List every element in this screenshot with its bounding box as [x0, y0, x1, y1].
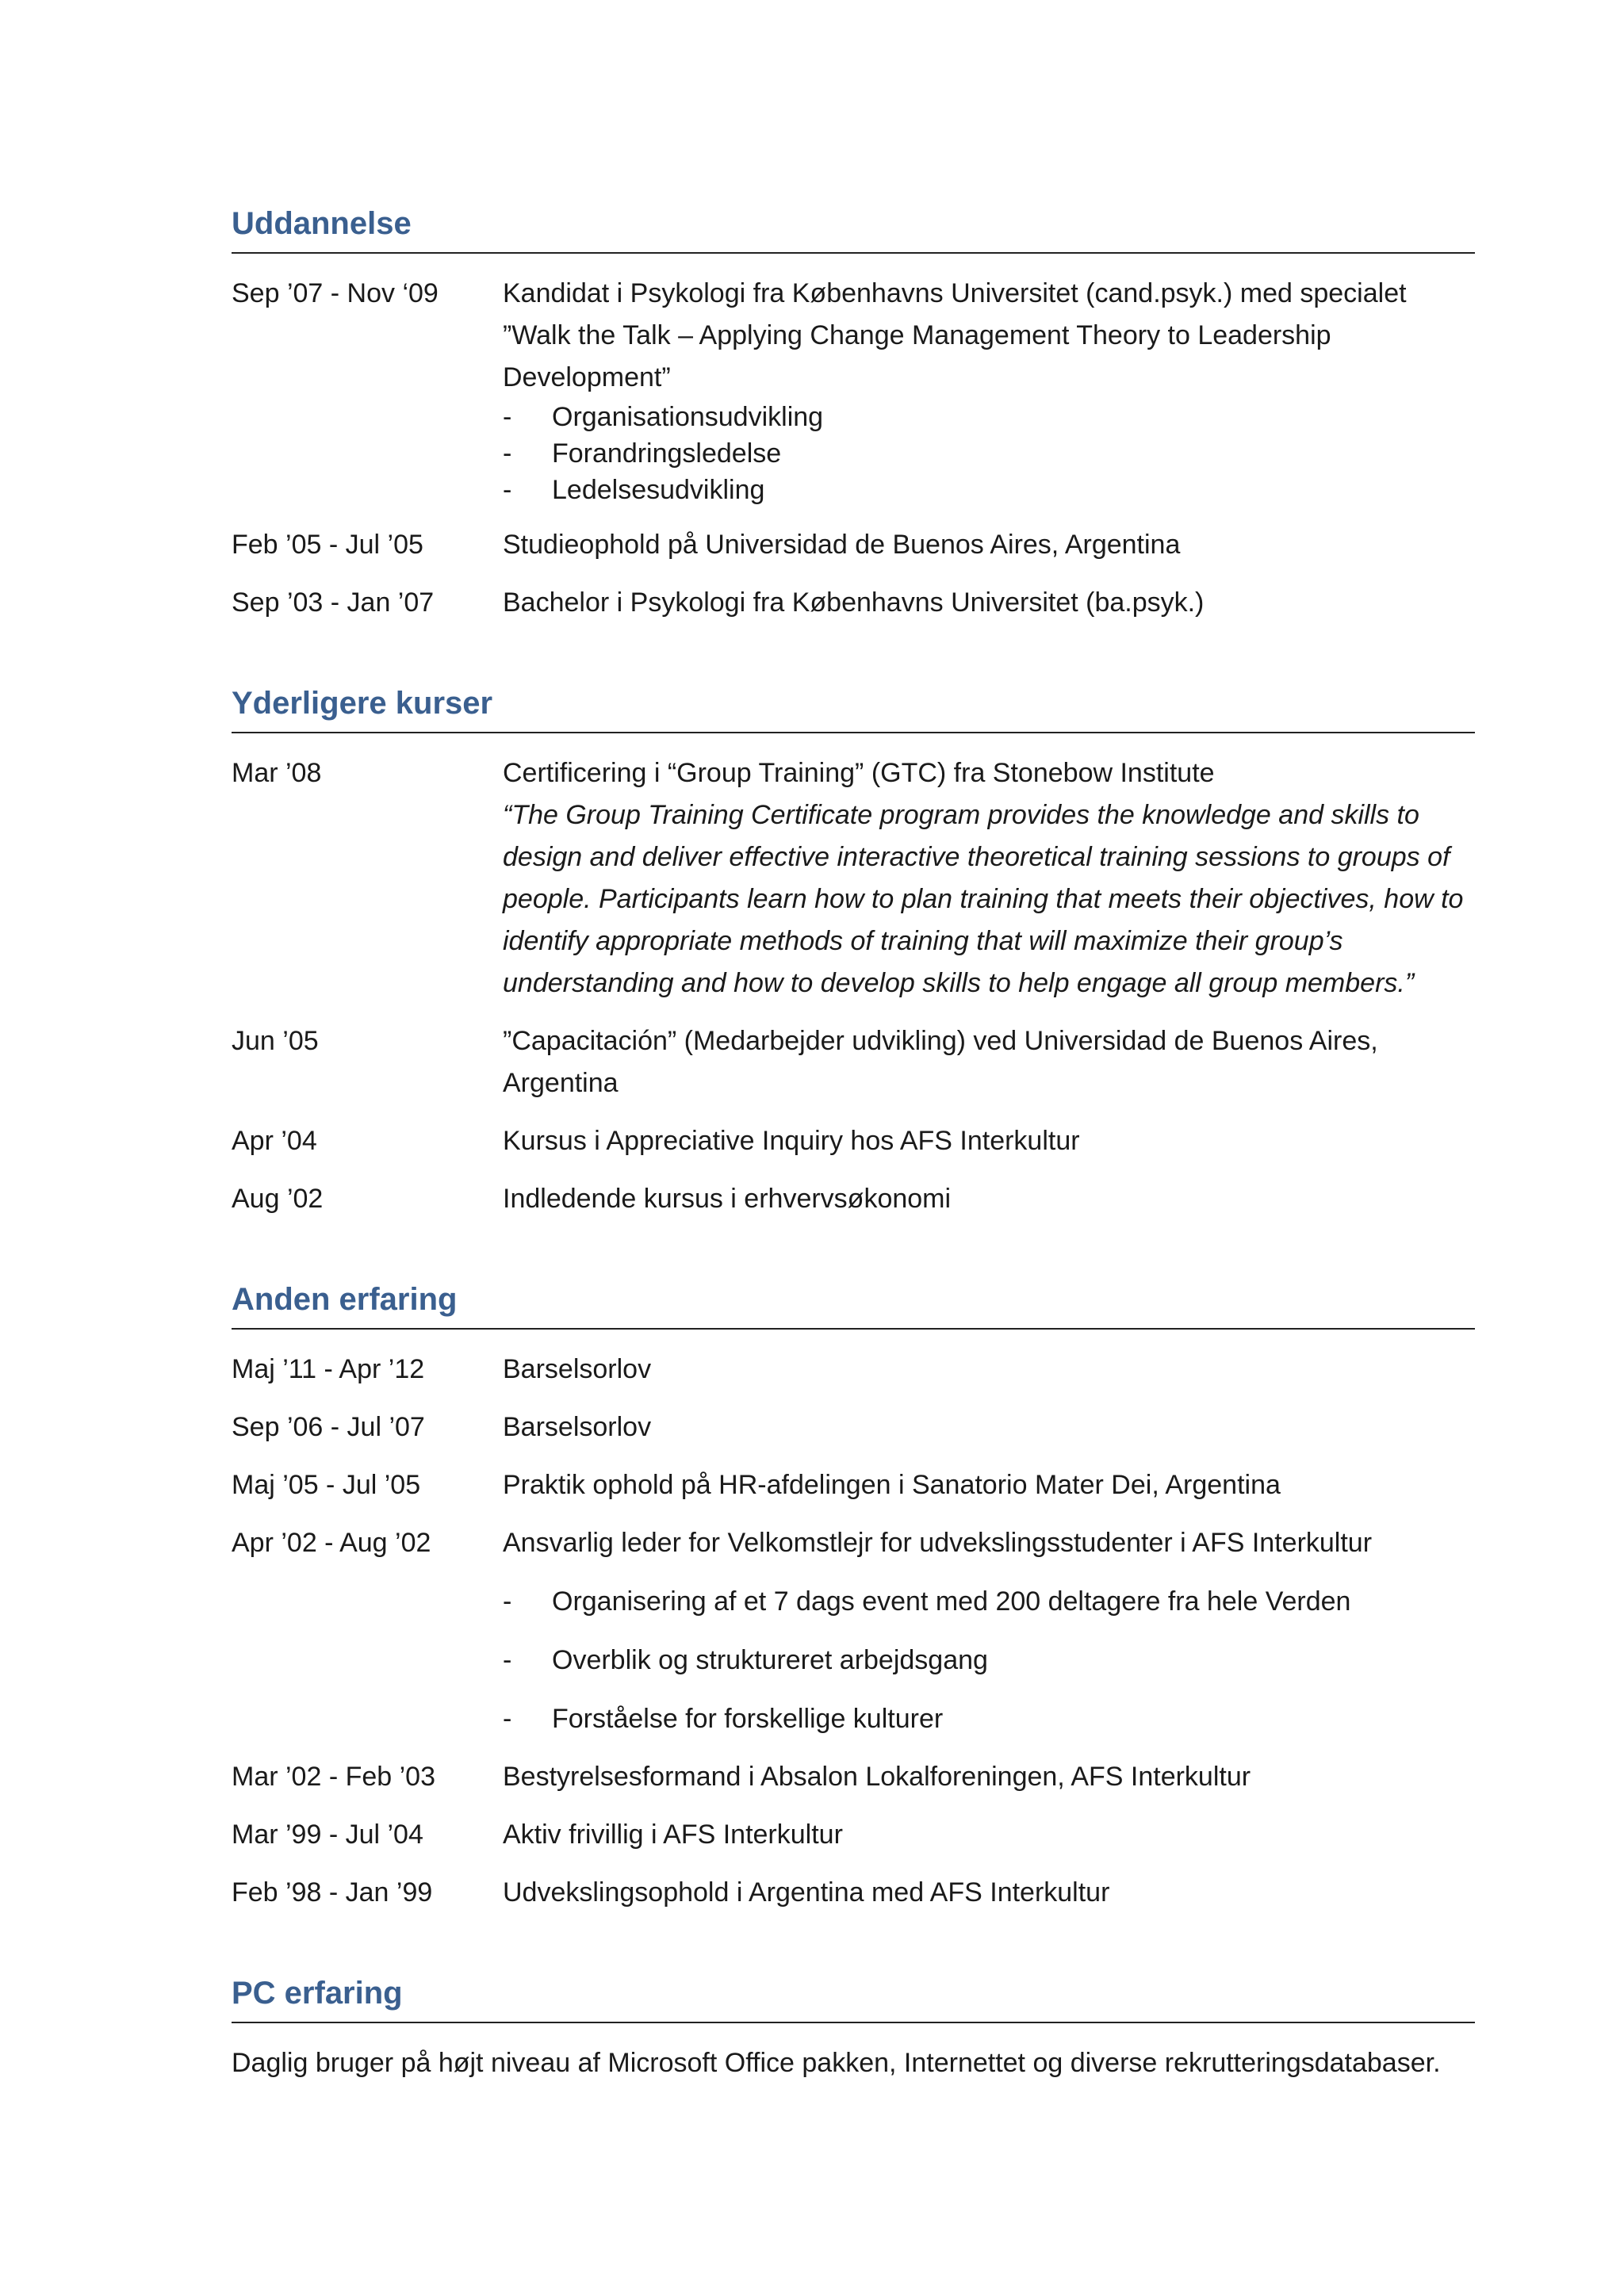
- experience-entry: [232, 1522, 1475, 1740]
- bullet-item: [503, 435, 1475, 472]
- pc-experience-section: [232, 1977, 1475, 2084]
- bullet-text: Ledelsesudvikling: [552, 475, 765, 505]
- course-entry: [232, 1178, 1475, 1220]
- experience-entry: [232, 1756, 1475, 1798]
- bullet-item: [503, 1581, 1475, 1623]
- dash-marker: -: [503, 1704, 512, 1734]
- entry-body: [503, 1522, 1475, 1740]
- entry-date: Apr ’02 - Aug ’02: [232, 1528, 431, 1558]
- bullet-list: [503, 399, 1475, 508]
- entry-date: Mar ’02 - Feb ’03: [232, 1762, 435, 1792]
- bullet-text: Overblik og struktureret arbejdsgang: [552, 1645, 988, 1675]
- entry-date: Feb ’98 - Jan ’99: [232, 1877, 433, 1908]
- entry-body: [503, 273, 1475, 508]
- entry-text: ”Capacitación” (Medarbejder udvikling) ved Universidad de Buenos Aires, Argentina: [503, 1026, 1378, 1098]
- section-title-courses: Yderligere kurser: [232, 687, 1475, 733]
- section-title-pc: PC erfaring: [232, 1977, 1475, 2023]
- entry-text: Bachelor i Psykologi fra Københavns Universitet (ba.psyk.): [503, 587, 1205, 618]
- experience-entry: [232, 1406, 1475, 1448]
- dash-marker: -: [503, 1586, 512, 1617]
- dash-marker: -: [503, 475, 512, 505]
- bullet-text: Organisationsudvikling: [552, 402, 824, 432]
- entry-date: Jun ’05: [232, 1026, 319, 1056]
- entry-date: Feb ’05 - Jul ’05: [232, 530, 423, 560]
- education-entry: [232, 524, 1475, 566]
- entry-text: Aktiv frivillig i AFS Interkultur: [503, 1820, 843, 1850]
- entry-date: Maj ’11 - Apr ’12: [232, 1354, 425, 1384]
- bullet-text: Forandringsledelse: [552, 438, 782, 469]
- entry-date: Mar ’08: [232, 758, 322, 788]
- entry-text: Udvekslingsophold i Argentina med AFS Interkultur: [503, 1877, 1110, 1908]
- course-quote: “The Group Training Certificate program provides the knowledge and skills to design and deliver effective interactive theoretical training sessions to groups of people. Participants learn how to plan training that meets their objectives, how to identify appropriate methods of training that will maximize their group’s understanding and how to develop skills to help engage all group members.”: [503, 800, 1464, 998]
- entry-text: Barselsorlov: [503, 1412, 652, 1442]
- bullet-text: Forståelse for forskellige kulturer: [552, 1704, 944, 1734]
- education-entry: [232, 582, 1475, 624]
- section-title-other: Anden erfaring: [232, 1284, 1475, 1330]
- entry-text: Praktik ophold på HR-afdelingen i Sanatorio Mater Dei, Argentina: [503, 1470, 1281, 1500]
- course-entry: [232, 1120, 1475, 1162]
- bullet-text: Organisering af et 7 dags event med 200 deltagere fra hele Verden: [552, 1586, 1351, 1617]
- entry-text: Certificering i “Group Training” (GTC) fra Stonebow Institute: [503, 758, 1215, 788]
- section-title-education: Uddannelse: [232, 208, 1475, 254]
- pc-experience-text: Daglig bruger på højt niveau af Microsoft Office pakken, Internettet og diverse rekrutteringsdatabaser.: [232, 2048, 1441, 2078]
- entry-text: Studieophold på Universidad de Buenos Aires, Argentina: [503, 530, 1181, 560]
- entry-date: Sep ’03 - Jan ’07: [232, 587, 435, 618]
- entry-text: Kursus i Appreciative Inquiry hos AFS Interkultur: [503, 1126, 1080, 1156]
- experience-entry: [232, 1872, 1475, 1914]
- course-entry: [232, 1020, 1475, 1104]
- entry-body: [503, 752, 1475, 1004]
- entry-date: Sep ’06 - Jul ’07: [232, 1412, 425, 1442]
- course-entry: [232, 752, 1475, 1004]
- entry-text: Barselsorlov: [503, 1354, 652, 1384]
- entry-date: Maj ’05 - Jul ’05: [232, 1470, 421, 1500]
- bullet-list: [503, 1581, 1475, 1740]
- dash-marker: -: [503, 402, 512, 432]
- entry-text: Indledende kursus i erhvervsøkonomi: [503, 1184, 952, 1214]
- entry-text: Ansvarlig leder for Velkomstlejr for udvekslingsstudenter i AFS Interkultur: [503, 1528, 1373, 1558]
- experience-entry: [232, 1814, 1475, 1856]
- bullet-item: [503, 1698, 1475, 1740]
- other-experience-section: [232, 1284, 1475, 1914]
- cv-content: [232, 208, 1475, 2148]
- experience-entry: [232, 1464, 1475, 1506]
- entry-date: Aug ’02: [232, 1184, 324, 1214]
- bullet-item: [503, 472, 1475, 508]
- experience-entry: [232, 1349, 1475, 1391]
- education-section: [232, 208, 1475, 624]
- entry-date: Mar ’99 - Jul ’04: [232, 1820, 423, 1850]
- entry-text: Bestyrelsesformand i Absalon Lokalforeningen, AFS Interkultur: [503, 1762, 1251, 1792]
- dash-marker: -: [503, 1645, 512, 1675]
- courses-section: [232, 687, 1475, 1220]
- entry-date: Apr ’04: [232, 1126, 317, 1156]
- entry-date: Sep ’07 - Nov ‘09: [232, 278, 439, 308]
- dash-marker: -: [503, 438, 512, 469]
- education-entry: [232, 273, 1475, 508]
- bullet-item: [503, 399, 1475, 435]
- bullet-item: [503, 1640, 1475, 1682]
- entry-text: Kandidat i Psykologi fra Københavns Universitet (cand.psyk.) med specialet ”Walk the Talk – Applying Change Management Theory to Leadership Development”: [503, 278, 1407, 392]
